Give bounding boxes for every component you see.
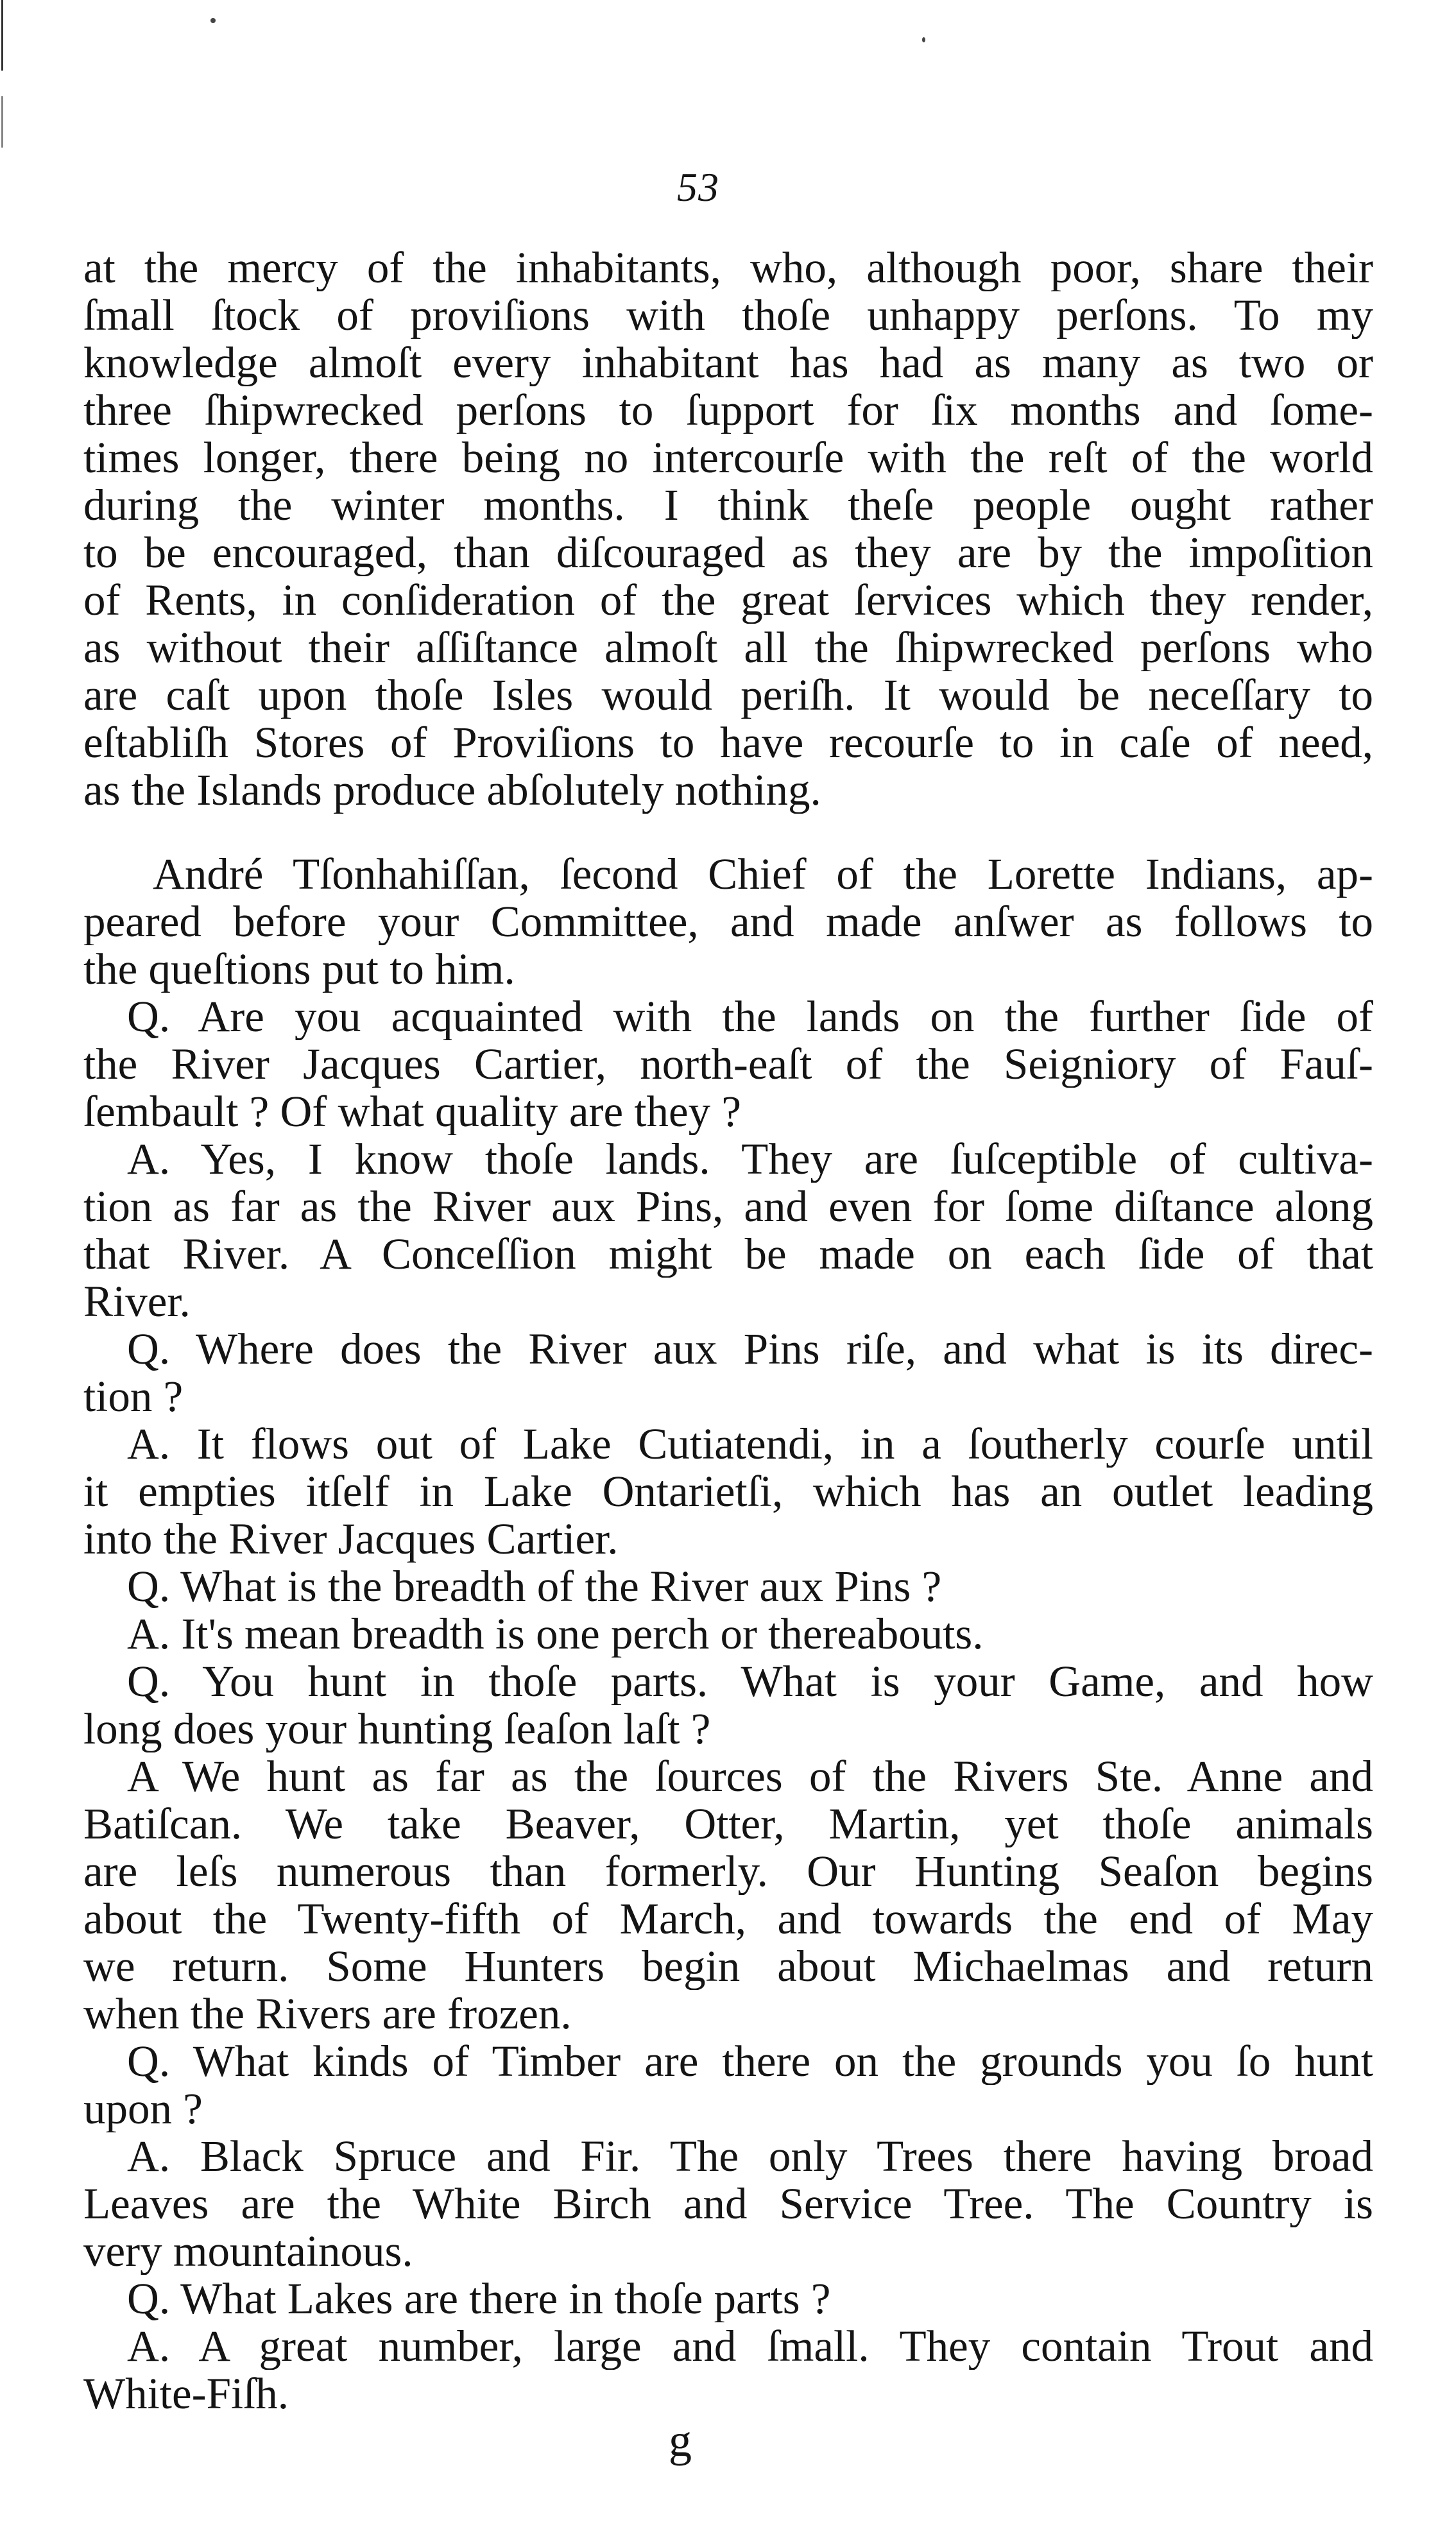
text-line: times longer, there being no intercourſe with the reſt of the world — [83, 434, 1373, 481]
text-line: River. — [83, 1278, 191, 1325]
text-line: as the Islands produce abſolutely nothing. — [83, 766, 821, 814]
paragraph-chief-testimony — [83, 850, 1373, 2417]
text-line: the queſtions put to him. — [83, 945, 515, 993]
text-line: Leaves are the White Birch and Service Tree. The Country is — [83, 2180, 1373, 2227]
text-line: knowledge almoſt every inhabitant has had as many as two or — [83, 339, 1373, 386]
answer-line: A. It flows out of Lake Cutiatendi, in a ſoutherly courſe until — [127, 1420, 1373, 1468]
binding-edge-mark — [1, 0, 3, 71]
text-line: tion as far as the River aux Pins, and even for ſome diſtance along — [83, 1183, 1373, 1230]
text-line: during the winter months. I think theſe people ought rather — [83, 481, 1373, 529]
question-line: Q. What is the breadth of the River aux Pins ? — [127, 1563, 942, 1610]
ink-speck — [922, 37, 925, 42]
text-line: upon ? — [83, 2085, 203, 2132]
question-line: Q. What kinds of Timber are there on the grounds you ſo hunt — [127, 2037, 1373, 2085]
text-line: White-Fiſh. — [83, 2370, 289, 2417]
text-line: when the Rivers are frozen. — [83, 1990, 572, 2037]
text-line: as without their aſſiſtance almoſt all the ſhipwrecked perſons who — [83, 624, 1373, 671]
text-line: ſembault ? Of what quality are they ? — [83, 1088, 742, 1135]
answer-line: A. A great number, large and ſmall. They contain Trout and — [127, 2322, 1373, 2370]
answer-line: A. Yes, I know thoſe lands. They are ſuſceptible of cultiva- — [127, 1135, 1373, 1183]
question-line: Q. Are you acquainted with the lands on the further ſide of — [127, 993, 1373, 1040]
answer-line: A We hunt as far as the ſources of the Rivers Ste. Anne and — [127, 1752, 1373, 1800]
text-line: into the River Jacques Cartier. — [83, 1515, 619, 1563]
text-line: three ſhipwrecked perſons to ſupport for ſix months and ſome- — [83, 386, 1373, 434]
text-line: at the mercy of the inhabitants, who, although poor, share their — [83, 244, 1373, 291]
text-line: ſmall ſtock of proviſions with thoſe unhappy perſons. To my — [83, 291, 1373, 339]
text-line: to be encouraged, than diſcouraged as they are by the impoſition — [83, 529, 1373, 576]
text-line: we return. Some Hunters begin about Michaelmas and return — [83, 1942, 1373, 1990]
text-line: André Tſonhahiſſan, ſecond Chief of the Lorette Indians, ap- — [153, 850, 1373, 898]
text-line: that River. A Conceſſion might be made on each ſide of that — [83, 1230, 1373, 1278]
text-line: very mountainous. — [83, 2227, 413, 2275]
text-line: are leſs numerous than formerly. Our Hunting Seaſon begins — [83, 1847, 1373, 1895]
text-line: about the Twenty-fifth of March, and towards the end of May — [83, 1895, 1373, 1942]
signature-mark: g — [669, 2415, 692, 2466]
text-line: it empties itſelf in Lake Ontarietſi, which has an outlet leading — [83, 1468, 1373, 1515]
answer-line: A. It's mean breadth is one perch or thereabouts. — [127, 1610, 984, 1658]
text-line: of Rents, in conſideration of the great ſervices which they render, — [83, 576, 1373, 624]
text-line: peared before your Committee, and made anſwer as follows to — [83, 898, 1373, 945]
question-line: Q. Where does the River aux Pins riſe, and what is its direc- — [127, 1325, 1373, 1373]
question-line: Q. You hunt in thoſe parts. What is your Game, and how — [127, 1658, 1373, 1705]
binding-edge-mark — [1, 96, 3, 148]
text-line: eſtabliſh Stores of Proviſions to have recourſe to in caſe of need, — [83, 719, 1373, 766]
text-line: the River Jacques Cartier, north-eaſt of the Seigniory of Fauſ- — [83, 1040, 1373, 1088]
answer-line: A. Black Spruce and Fir. The only Trees there having broad — [127, 2132, 1373, 2180]
page-number: 53 — [677, 164, 719, 210]
paragraph-fisheries-testimony — [83, 244, 1373, 814]
question-line: Q. What Lakes are there in thoſe parts ? — [127, 2275, 831, 2322]
ink-speck — [210, 18, 216, 23]
text-line: are caſt upon thoſe Isles would periſh. It would be neceſſary to — [83, 671, 1373, 719]
text-line: Batiſcan. We take Beaver, Otter, Martin, yet thoſe animals — [83, 1800, 1373, 1847]
text-line: tion ? — [83, 1373, 184, 1420]
text-line: long does your hunting ſeaſon laſt ? — [83, 1705, 711, 1752]
